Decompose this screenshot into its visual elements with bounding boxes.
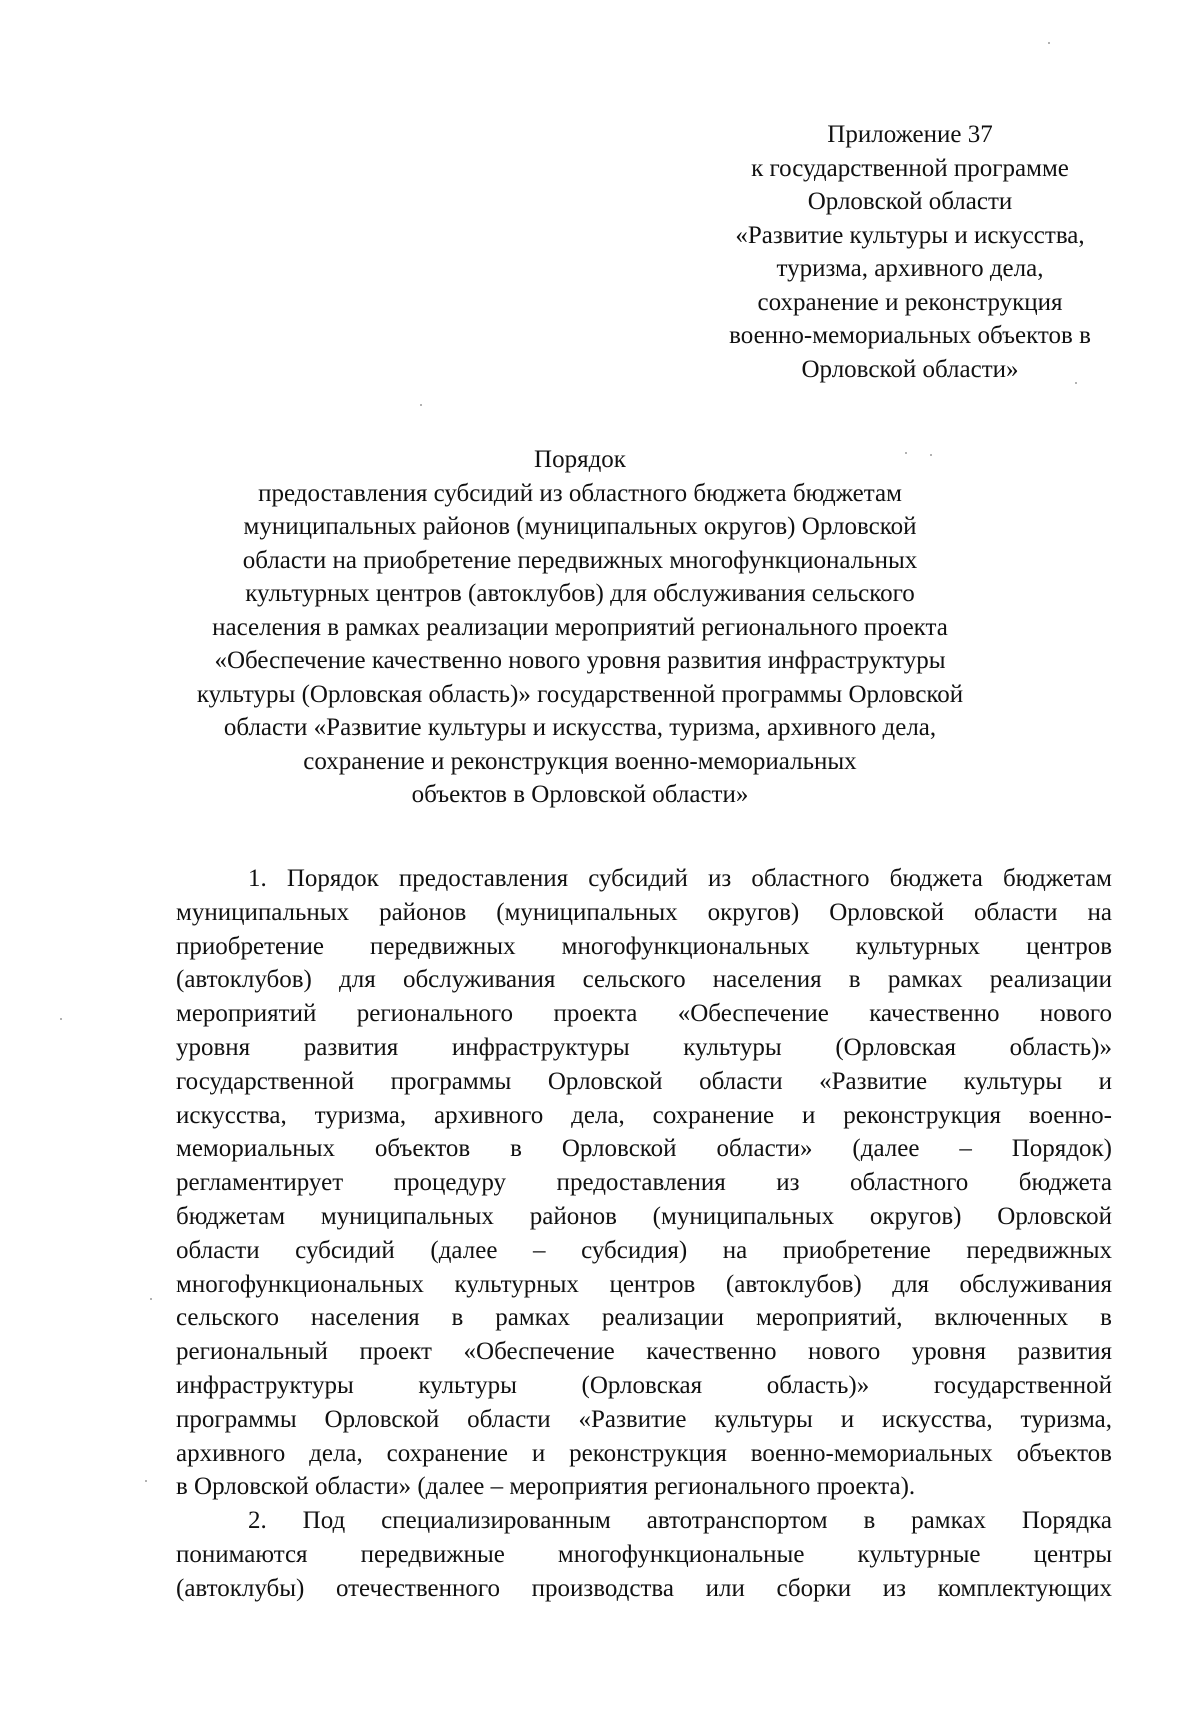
title-line: культурных центров (автоклубов) для обслуживания сельского	[245, 580, 915, 607]
paragraph-line: области субсидий (далее – субсидия) на приобретение передвижных	[176, 1236, 1112, 1264]
paragraph-line: архивного дела, сохранение и реконструкция военно-мемориальных объектов	[176, 1439, 1112, 1467]
title-line: области «Развитие культуры и искусства, туризма, архивного дела,	[223, 714, 937, 741]
paragraph-2	[176, 1504, 1112, 1605]
paragraph-line: сельского населения в рамках реализации мероприятий, включенных в	[176, 1304, 1112, 1332]
paragraph-line: в Орловской области» (далее – мероприятия регионального проекта).	[176, 1473, 916, 1501]
title-line: сохранение и реконструкция военно-мемориальных	[303, 747, 857, 775]
appendix-line: к государственной программе	[751, 154, 1069, 182]
title-line: муниципальных районов (муниципальных округов) Орловской	[243, 513, 917, 540]
scan-speck	[145, 1480, 147, 1482]
scan-speck	[930, 454, 932, 456]
paragraph-line: понимаются передвижные многофункциональные культурные центры	[176, 1540, 1112, 1568]
paragraph-line: 2. Под специализированным автотранспортом в рамках Порядка	[248, 1507, 1112, 1535]
paragraph-line: мемориальных объектов в Орловской области» (далее – Порядок)	[176, 1135, 1112, 1163]
title-line: населения в рамках реализации мероприятий регионального проекта	[212, 613, 948, 641]
appendix-line: военно-мемориальных объектов в	[729, 322, 1091, 349]
paragraph-line: 1. Порядок предоставления субсидий из областного бюджета бюджетам	[248, 865, 1112, 892]
scan-speck	[60, 1018, 62, 1020]
scan-speck	[1048, 42, 1050, 44]
appendix-line: Орловской области	[807, 188, 1013, 215]
paragraph-line: искусства, туризма, архивного дела, сохранение и реконструкция военно-	[176, 1101, 1112, 1129]
paragraph-line: (автоклубов) для обслуживания сельского населения в рамках реализации	[176, 966, 1112, 994]
title-line: объектов в Орловской области»	[411, 781, 749, 808]
paragraph-1	[176, 862, 1112, 1504]
title-line: области на приобретение передвижных многофункциональных	[242, 546, 918, 574]
paragraph-line: регламентирует процедуру предоставления из областного бюджета	[176, 1169, 1112, 1197]
document-body	[176, 862, 1112, 1606]
paragraph-line: бюджетам муниципальных районов (муниципальных округов) Орловской	[176, 1202, 1112, 1230]
paragraph-line: многофункциональных культурных центров (автоклубов) для обслуживания	[176, 1270, 1112, 1298]
appendix-line: Орловской области»	[801, 355, 1019, 383]
scan-speck	[1075, 382, 1077, 384]
paragraph-line: государственной программы Орловской области «Развитие культуры и	[176, 1067, 1112, 1095]
paragraph-line: программы Орловской области «Развитие культуры и искусства, туризма,	[176, 1405, 1112, 1433]
paragraph-line: муниципальных районов (муниципальных округов) Орловской области на	[176, 898, 1112, 926]
title-line: «Обеспечение качественно нового уровня развития инфраструктуры	[214, 647, 946, 674]
appendix-line: Приложение 37	[827, 121, 993, 148]
paragraph-line: (автоклубы) отечественного производства или сборки из комплектующих	[176, 1574, 1112, 1602]
appendix-line: «Развитие культуры и искусства,	[735, 221, 1085, 249]
paragraph-line: уровня развития инфраструктуры культуры (Орловская область)»	[176, 1033, 1112, 1061]
title-heading: Порядок	[534, 446, 626, 473]
title-line: культуры (Орловская область)» государственной программы Орловской	[196, 680, 964, 708]
document-title	[180, 443, 980, 812]
paragraph-line: приобретение передвижных многофункциональных культурных центров	[176, 932, 1112, 960]
scan-speck	[150, 1298, 152, 1300]
paragraph-line: мероприятий регионального проекта «Обеспечение качественно нового	[176, 1000, 1112, 1028]
appendix-header	[690, 118, 1130, 386]
title-line: предоставления субсидий из областного бюджета бюджетам	[258, 479, 902, 507]
scan-speck	[420, 404, 422, 406]
paragraph-line: региональный проект «Обеспечение качественно нового уровня развития	[176, 1338, 1112, 1366]
scan-speck	[905, 452, 907, 454]
appendix-line: туризма, архивного дела,	[776, 255, 1044, 282]
paragraph-line: инфраструктуры культуры (Орловская область)» государственной	[176, 1371, 1112, 1399]
appendix-line: сохранение и реконструкция	[757, 288, 1063, 316]
